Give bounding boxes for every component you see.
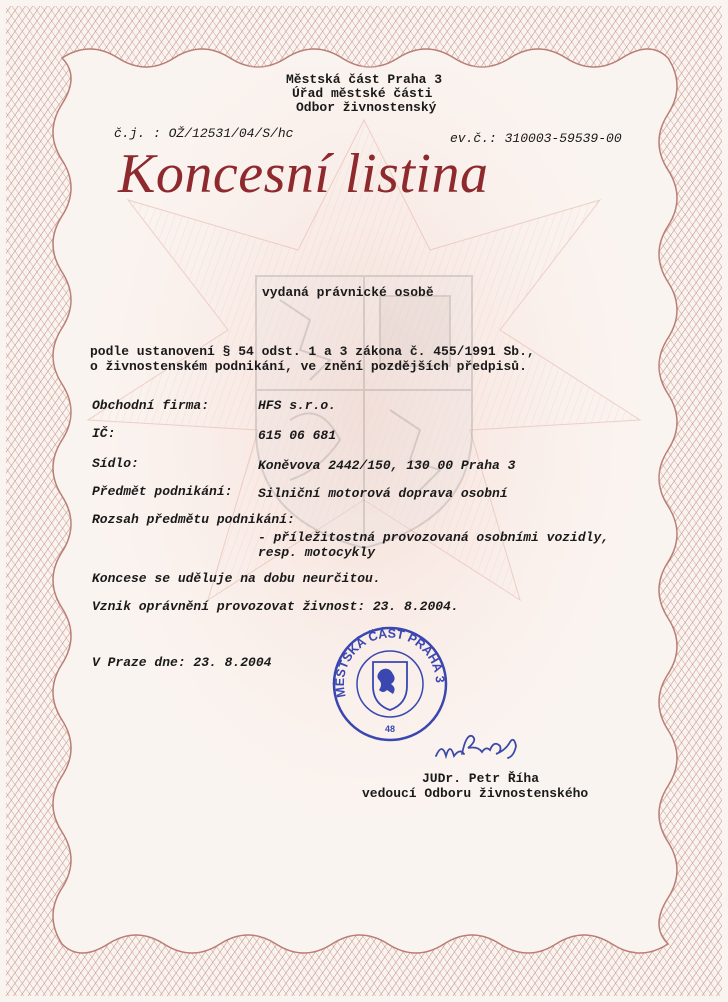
lion-emblem-icon	[373, 662, 407, 710]
signatory-name: JUDr. Petr Říha	[422, 771, 540, 786]
issued-to: vydaná právnické osobě	[262, 285, 434, 300]
stamp-number: 48	[384, 724, 396, 734]
subject-value: Silniční motorová doprava osobní	[258, 486, 508, 501]
scope-label: Rozsah předmětu podnikání:	[92, 512, 295, 527]
ic-value: 615 06 681	[258, 428, 337, 443]
legal-basis-line-2: o živnostenském podnikání, ve znění pozdějších předpisů.	[90, 359, 527, 374]
seat-label: Sídlo:	[92, 456, 139, 471]
seat-value: Koněvova 2442/150, 130 00 Praha 3	[258, 458, 516, 473]
registration-number: ev.č.: 310003-59539-00	[450, 131, 622, 146]
document-title: Koncesní listina	[118, 143, 489, 205]
duration-text: Koncese se uděluje na dobu neurčitou.	[92, 571, 381, 586]
scope-line-2: resp. motocykly	[258, 545, 376, 560]
firm-label: Obchodní firma:	[92, 398, 210, 413]
authority-line-2: Úřad městské části	[292, 86, 433, 101]
firm-value: HFS s.r.o.	[258, 398, 337, 413]
official-stamp	[325, 622, 455, 742]
reference-number: č.j. : OŽ/12531/04/S/hc	[114, 126, 294, 141]
place-date: V Praze dne: 23. 8.2004	[92, 655, 272, 670]
authority-line-3: Odbor živnostenský	[296, 100, 437, 115]
ic-label: IČ:	[92, 426, 116, 441]
scope-line-1: - příležitostná provozovaná osobními vozidly,	[258, 530, 610, 545]
authority-line-1: Městská část Praha 3	[286, 72, 443, 87]
legal-basis-line-1: podle ustanovení § 54 odst. 1 a 3 zákona č. 455/1991 Sb.,	[90, 344, 535, 359]
subject-label: Předmět podnikání:	[92, 484, 233, 499]
handwritten-signature	[432, 730, 552, 766]
origin-text: Vznik oprávnění provozovat živnost: 23. 8.2004.	[92, 599, 459, 614]
stamp-ring-text: MĚSTSKÁ ČÁST PRAHA 3	[332, 626, 448, 699]
signatory-role: vedoucí Odboru živnostenského	[362, 786, 589, 801]
